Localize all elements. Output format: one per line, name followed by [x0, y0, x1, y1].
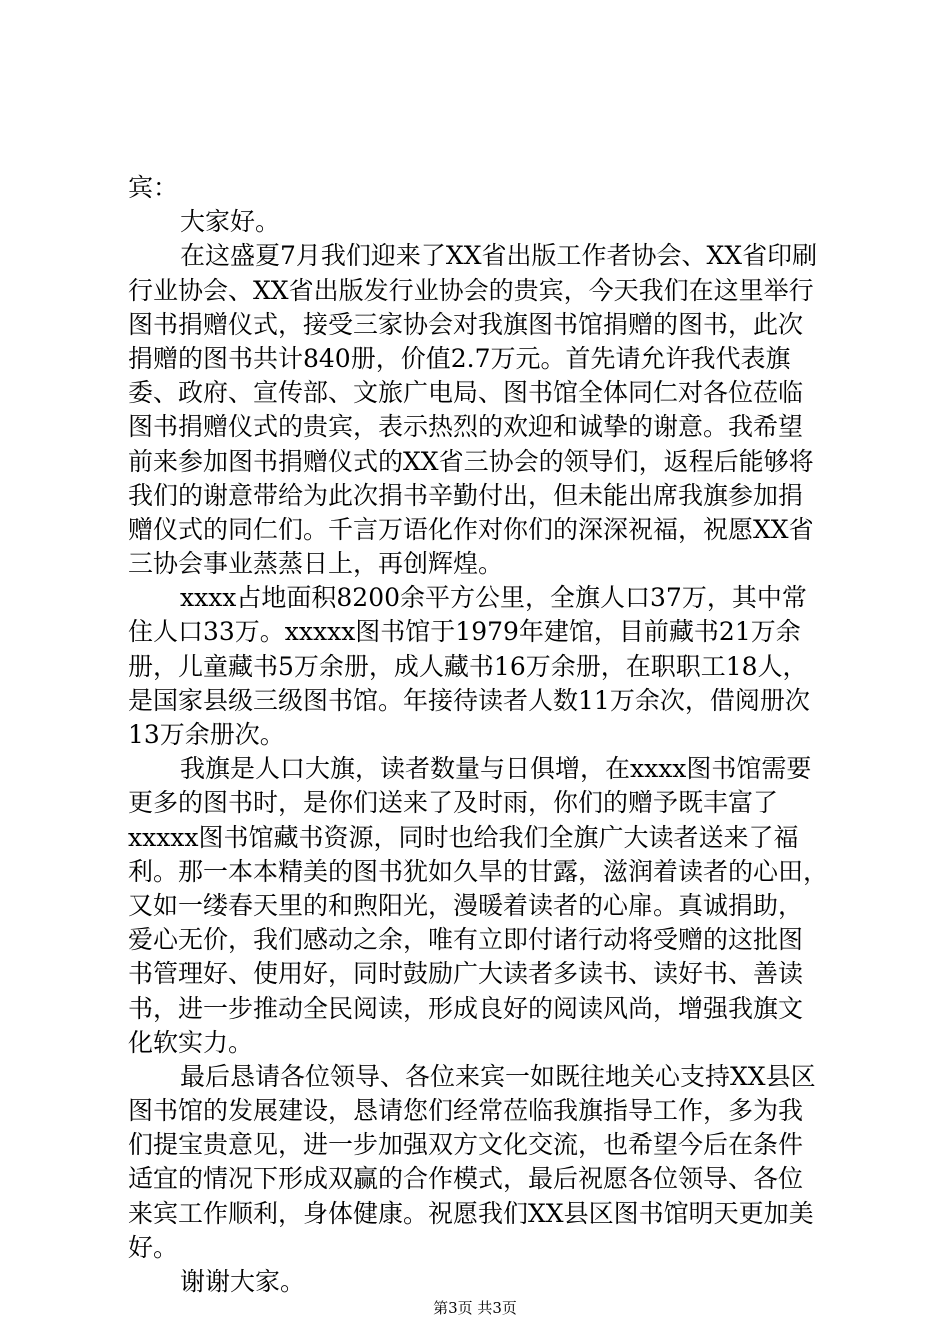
text-line: 在这盛夏7月我们迎来了XX省出版工作者协会、XX省印刷 — [180, 241, 818, 271]
text-line: 图书馆的发展建设，恳请您们经常莅临我旗指导工作，多为我 — [128, 1096, 804, 1126]
text-line: 爱心无价，我们感动之余，唯有立即付诸行动将受赠的这批图 — [128, 925, 804, 955]
text-line: 化软实力。 — [128, 1027, 254, 1057]
document-body — [128, 171, 828, 1299]
text-line: 赠仪式的同仁们。千言万语化作对你们的深深祝福，祝愿XX省 — [128, 514, 814, 544]
text-line: 们提宝贵意见，进一步加强双方文化交流，也希望今后在条件 — [128, 1130, 804, 1160]
text-line: xxxx占地面积8200余平方公里，全旗人口37万，其中常 — [180, 583, 807, 613]
text-line: 13万余册次。 — [128, 720, 285, 749]
text-line: 谢谢大家。 — [180, 1267, 306, 1296]
text-line: 我们的谢意带给为此次捐书辛勤付出，但未能出席我旗参加捐 — [128, 480, 804, 510]
page-indicator: 第3页 共3页 — [433, 1299, 517, 1317]
text-line: 前来参加图书捐赠仪式的XX省三协会的领导们，返程后能够将 — [128, 446, 814, 476]
text-line: 好。 — [128, 1232, 179, 1262]
text-line: 我旗是人口大旗，读者数量与日俱增，在xxxx图书馆需要 — [180, 754, 812, 784]
text-line: 最后恳请各位领导、各位来宾一如既往地关心支持XX县区 — [180, 1061, 816, 1091]
text-line: 利。那一本本精美的图书犹如久旱的甘露，滋润着读者的心田， — [128, 856, 828, 886]
text-line: xxxxx图书馆藏书资源，同时也给我们全旗广大读者送来了福 — [128, 822, 799, 852]
text-line: 宾： — [128, 173, 179, 202]
text-line: 又如一缕春天里的和煦阳光，漫暖着读者的心扉。真诚捐助， — [128, 890, 804, 920]
text-line: 图书捐赠仪式的贵宾，表示热烈的欢迎和诚挚的谢意。我希望 — [128, 412, 804, 442]
text-line: 委、政府、宣传部、文旅广电局、图书馆全体同仁对各位莅临 — [128, 378, 804, 408]
text-line: 三协会事业蒸蒸日上，再创辉煌。 — [128, 549, 504, 579]
text-line: 更多的图书时，是你们送来了及时雨，你们的赠予既丰富了 — [128, 788, 779, 818]
text-line: 是国家县级三级图书馆。年接待读者人数11万余次，借阅册次 — [128, 685, 810, 715]
text-line: 书管理好、使用好，同时鼓励广大读者多读书、读好书、善读 — [128, 959, 804, 989]
text-line: 捐赠的图书共计840册，价值2.7万元。首先请允许我代表旗 — [128, 343, 791, 373]
text-line: 大家好。 — [180, 207, 281, 237]
text-line: 行业协会、XX省出版发行业协会的贵宾，今天我们在这里举行 — [128, 275, 814, 305]
text-line: 图书捐赠仪式，接受三家协会对我旗图书馆捐赠的图书，此次 — [128, 309, 804, 339]
text-line: 册，儿童藏书5万余册，成人藏书16万余册，在职职工18人， — [128, 651, 808, 681]
text-line: 适宜的情况下形成双赢的合作模式，最后祝愿各位领导、各位 — [128, 1164, 804, 1194]
text-line: 书，进一步推动全民阅读，形成良好的阅读风尚，增强我旗文 — [128, 993, 804, 1023]
text-line: 来宾工作顺利，身体健康。祝愿我们XX县区图书馆明天更加美 — [128, 1198, 814, 1228]
text-line: 住人口33万。xxxxx图书馆于1979年建馆，目前藏书21万余 — [128, 617, 801, 647]
